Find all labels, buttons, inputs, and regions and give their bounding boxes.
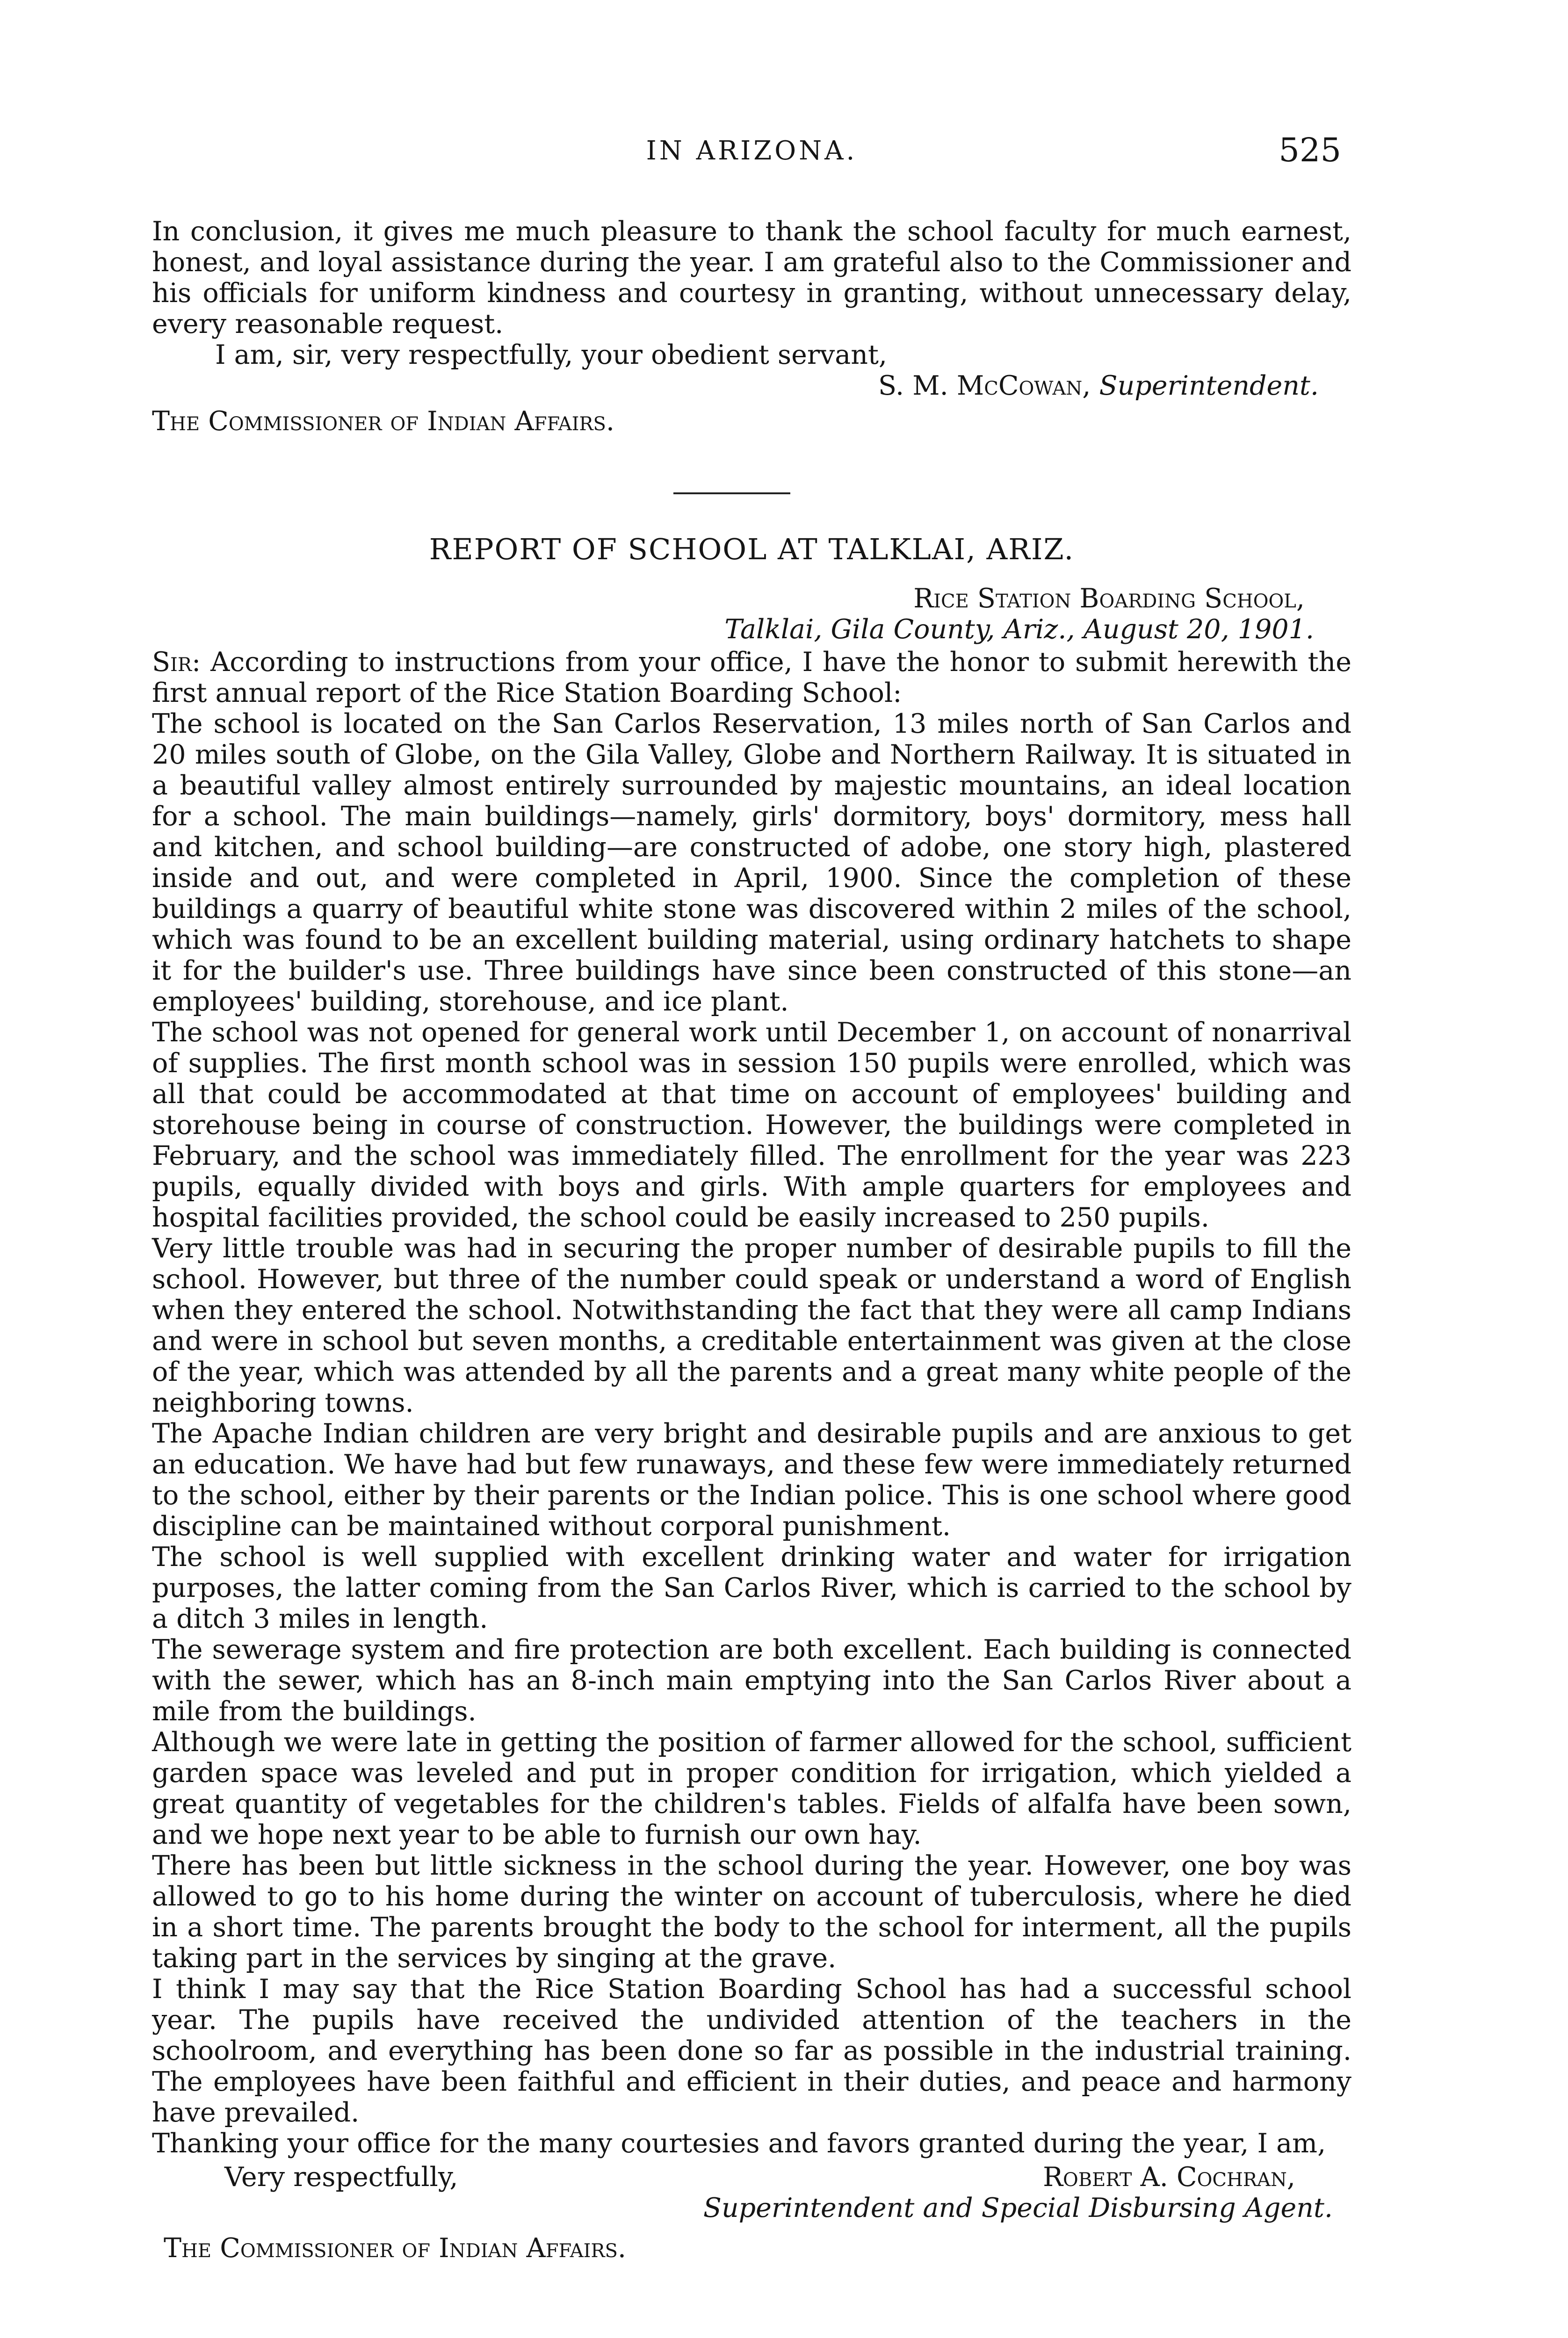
closing-signature-title: Superintendent.: [1099, 370, 1319, 401]
report-addressee: The Commissioner of Indian Affairs.: [164, 2233, 627, 2264]
section-divider: [673, 492, 790, 494]
school-name: Rice Station Boarding School,: [913, 583, 1305, 614]
valediction-row: [152, 2162, 1351, 2193]
report-signature-title: Superintendent and Special Disbursing Agent.: [703, 2193, 1333, 2223]
report-heading-block: [152, 583, 1351, 645]
report-paragraph: There has been but little sickness in the school during the year. However, one boy was allowed to go to his home during the winter on account of tuberculosis, where he died in a short time. The parents brought the body to the school for interment, all the pupils taking part in the services by singing at the grave.: [152, 1850, 1351, 1974]
closing-paragraph: In conclusion, it gives me much pleasure to thank the school faculty for much earnest, honest, and loyal assistance during the year. I am grateful also to the Commissioner and his officials for uniform kindness and courtesy in granting, without unnecessary delay, every reasonable request.: [152, 216, 1351, 339]
closing-signature: [152, 370, 1351, 401]
report-paragraph: The school was not opened for general work until December 1, on account of nonarrival of supplies. The first month school was in session 150 pupils were enrolled, which was all that could be accommodated at that time on account of employees' building and storehouse being in course of construction. However, the buildings were completed in February, and the school was immediately filled. The enrollment for the year was 223 pupils, equally divided with boys and girls. With ample quarters for employees and hospital facilities provided, the school could be easily increased to 250 pupils.: [152, 1017, 1351, 1233]
running-title: IN ARIZONA.: [646, 136, 858, 166]
report-paragraph: The Apache Indian children are very bright and desirable pupils and are anxious to get an education. We have had but few runaways, and these few were immediately returned to the school, either by their parents or the Indian police. This is one school where good discipline can be maintained without corporal punishment.: [152, 1418, 1351, 1542]
report-paragraph: Thanking your office for the many courtesies and favors granted during the year, I am,: [152, 2128, 1326, 2159]
closing-signature-name: S. M. McCowan,: [878, 370, 1091, 401]
report-signature-name: Robert A. Cochran,: [1043, 2162, 1295, 2193]
salutation: Sir:: [152, 647, 201, 678]
report-paragraph: I think I may say that the Rice Station Boarding School has had a successful school year. The pupils have received the undivided attention of the teachers in the schoolroom, and everything has been done so far as possible in the industrial training. The employees have been faithful and efficient in their duties, and peace and harmony have prevailed.: [152, 1974, 1351, 2128]
running-head: [152, 131, 1351, 178]
report-title: REPORT OF SCHOOL AT TALKLAI, ARIZ.: [429, 532, 1075, 566]
closing-addressee: The Commissioner of Indian Affairs.: [152, 406, 615, 437]
report-paragraph: The school is well supplied with excellent drinking water and water for irrigation purposes, the latter coming from the San Carlos River, which is carried to the school by a ditch 3 miles in length.: [152, 1542, 1351, 1634]
report-paragraph: Sir: According to instructions from your office, I have the honor to submit herewith the first annual report of the Rice Station Boarding School:: [152, 647, 1351, 708]
page-number: 525: [1279, 131, 1341, 169]
report-section: [152, 532, 1351, 2264]
previous-report-closing: [152, 216, 1351, 437]
closing-valediction: I am, sir, very respectfully, your obedient servant,: [215, 339, 887, 370]
report-paragraph: The sewerage system and fire protection are both excellent. Each building is connected with the sewer, which has an 8-inch main emptying into the San Carlos River about a mile from the buildings.: [152, 1634, 1351, 1727]
report-paragraph: Although we were late in getting the position of farmer allowed for the school, sufficient garden space was leveled and put in proper condition for irrigation, which yielded a great quantity of vegetables for the children's tables. Fields of alfalfa have been sown, and we hope next year to be able to furnish our own hay.: [152, 1727, 1351, 1850]
report-body: [152, 647, 1351, 2159]
report-paragraph: The school is located on the San Carlos Reservation, 13 miles north of San Carlos and 20 miles south of Globe, on the Gila Valley, Globe and Northern Railway. It is situated in a beautiful valley almost entirely surrounded by majestic mountains, an ideal location for a school. The main buildings—namely, girls' dormitory, boys' dormitory, mess hall and kitchen, and school building—are constructed of adobe, one story high, plastered inside and out, and were completed in April, 1900. Since the completion of these buildings a quarry of beautiful white stone was discovered within 2 miles of the school, which was found to be an excellent building material, using ordinary hatchets to shape it for the builder's use. Three buildings have since been constructed of this stone—an employees' building, storehouse, and ice plant.: [152, 708, 1351, 1017]
dateline: Talklai, Gila County, Ariz., August 20, 1901.: [724, 614, 1314, 645]
report-paragraph: Very little trouble was had in securing the proper number of desirable pupils to fill the school. However, but three of the number could speak or understand a word of English when they entered the school. Notwithstanding the fact that they were all camp Indians and were in school but seven months, a creditable entertainment was given at the close of the year, which was attended by all the parents and a great many white people of the neighboring towns.: [152, 1233, 1351, 1418]
report-valediction: Very respectfully,: [224, 2162, 458, 2193]
